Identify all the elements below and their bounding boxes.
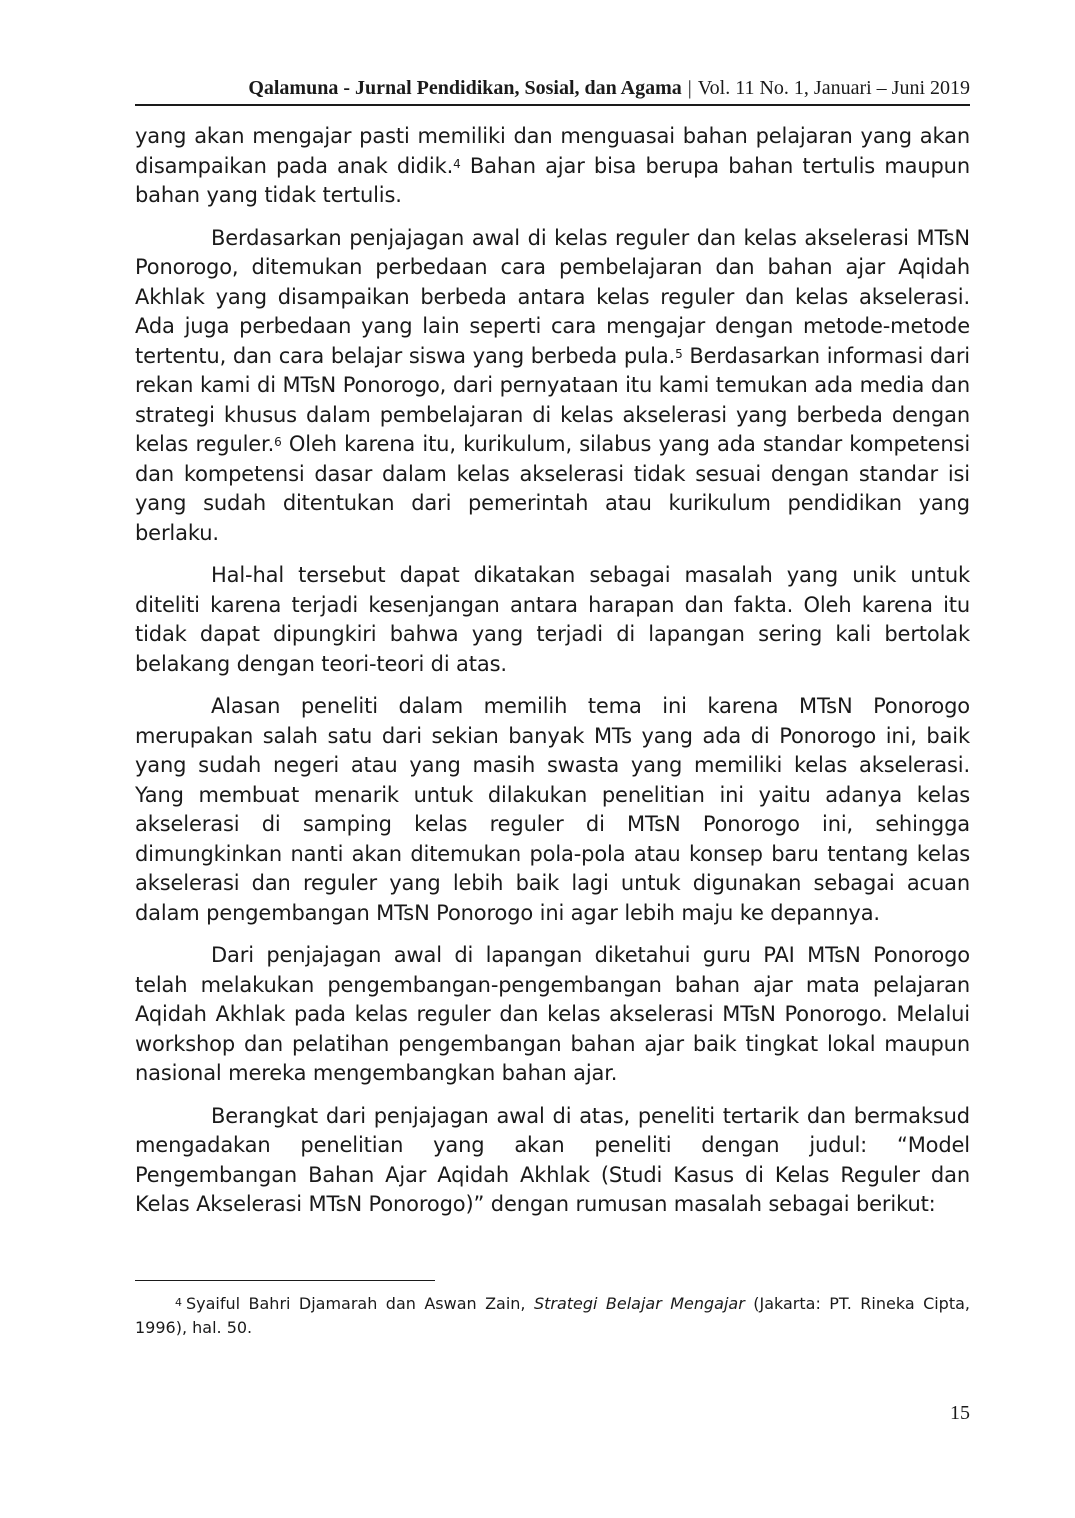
paragraph-1-text-a: yang akan mengajar pasti memiliki dan menguasai bahan pelajaran yang akan disampaikan pada anak didik. xyxy=(135,124,970,178)
body-text xyxy=(135,122,970,1233)
footnote-book-title: Strategi Belajar Mengajar xyxy=(533,1294,745,1313)
paragraph-2-text-a: Berdasarkan penjajagan awal di kelas reguler dan kelas akselerasi MTsN Ponorogo, ditemukan perbedaan cara pembelajaran dan bahan ajar Aqidah Akhlak yang disampaikan berbeda antara kelas reguler dan kelas akselerasi. Ada juga perbedaan yang lain seperti cara mengajar dengan metode-metode tertentu, dan cara belajar siswa yang berbeda pula. xyxy=(135,225,970,368)
header-rule xyxy=(135,104,970,106)
paragraph-2-text-c: Oleh karena itu, kurikulum, silabus yang ada standar kompetensi dan kompetensi dasar dalam kelas akselerasi tidak sesuai dengan standar isi yang sudah ditentukan dari pemerintah atau kurikulum pendidikan yang berlaku. xyxy=(135,432,970,545)
footnote-ref-5[interactable]: 5 xyxy=(675,346,683,361)
volume-info: Vol. 11 No. 1, Januari – Juni 2019 xyxy=(697,77,970,99)
footnote-ref-4[interactable]: 4 xyxy=(453,156,461,171)
paragraph-4: Alasan peneliti dalam memilih tema ini karena MTsN Ponorogo merupakan salah satu dari sekian banyak MTs yang ada di Ponorogo ini, baik yang sudah negeri atau yang masih swasta yang memiliki kelas akselerasi. Yang membuat menarik untuk dilakukan penelitian ini yaitu adanya kelas akselerasi di samping kelas reguler di MTsN Ponorogo ini, sehingga dimungkinkan nanti akan ditemukan pola-pola atau konsep baru tentang kelas akselerasi dan reguler yang lebih baik lagi untuk digunakan sebagai acuan dalam pengembangan MTsN Ponorogo ini agar lebih maju ke depannya. xyxy=(135,694,970,925)
footnote-authors: Syaiful Bahri Djamarah dan Aswan Zain, xyxy=(186,1294,534,1313)
paragraph-3: Hal-hal tersebut dapat dikatakan sebagai masalah yang unik untuk diteliti karena terjadi kesenjangan antara harapan dan fakta. Oleh karena itu tidak dapat dipungkiri bahwa yang terjadi di lapangan sering kali bertolak belakang dengan teori-teori di atas. xyxy=(135,563,970,676)
footnote-ref-6[interactable]: 6 xyxy=(274,435,282,449)
footnote-publication: (Jakarta: PT. Rineka Cipta, 1996), hal. 50. xyxy=(135,1294,971,1337)
paragraph-2 xyxy=(135,224,970,549)
paragraph-1-text-b: Bahan ajar bisa berupa bahan tertulis maupun bahan yang tidak tertulis. xyxy=(135,153,971,207)
paragraph-1 xyxy=(135,122,970,211)
header-separator: | xyxy=(687,77,692,99)
paragraph-2-text-b: Berdasarkan informasi dari rekan kami di MTsN Ponorogo, dari pernyataan itu kami temukan ada media dan strategi khusus dalam pembelajaran di kelas akselerasi yang berbeda dengan kelas reguler. xyxy=(135,343,970,456)
paragraph-6: Berangkat dari penjajagan awal di atas, peneliti tertarik dan bermaksud mengadakan penelitian yang akan peneliti dengan judul: “Model Pengembangan Bahan Ajar Aqidah Akhlak (Studi Kasus di Kelas Reguler dan Kelas Akselerasi MTsN Ponorogo)” dengan rumusan masalah sebagai berikut: xyxy=(135,1103,970,1216)
page-number: 15 xyxy=(950,1402,970,1424)
journal-name: Qalamuna - Jurnal Pendidikan, Sosial, dan Agama xyxy=(248,77,682,99)
footnote-4 xyxy=(135,1292,970,1340)
running-header xyxy=(135,74,970,102)
footnote-number: 4 xyxy=(175,1296,182,1309)
paragraph-5: Dari penjajagan awal di lapangan diketahui guru PAI MTsN Ponorogo telah melakukan pengembangan-pengembangan bahan ajar mata pelajaran Aqidah Akhlak pada kelas reguler dan kelas akselerasi MTsN Ponorogo. Melalui workshop dan pelatihan pengembangan bahan ajar baik tingkat lokal maupun nasional mereka mengembangkan bahan ajar. xyxy=(135,943,970,1085)
footnote-rule xyxy=(135,1280,435,1281)
